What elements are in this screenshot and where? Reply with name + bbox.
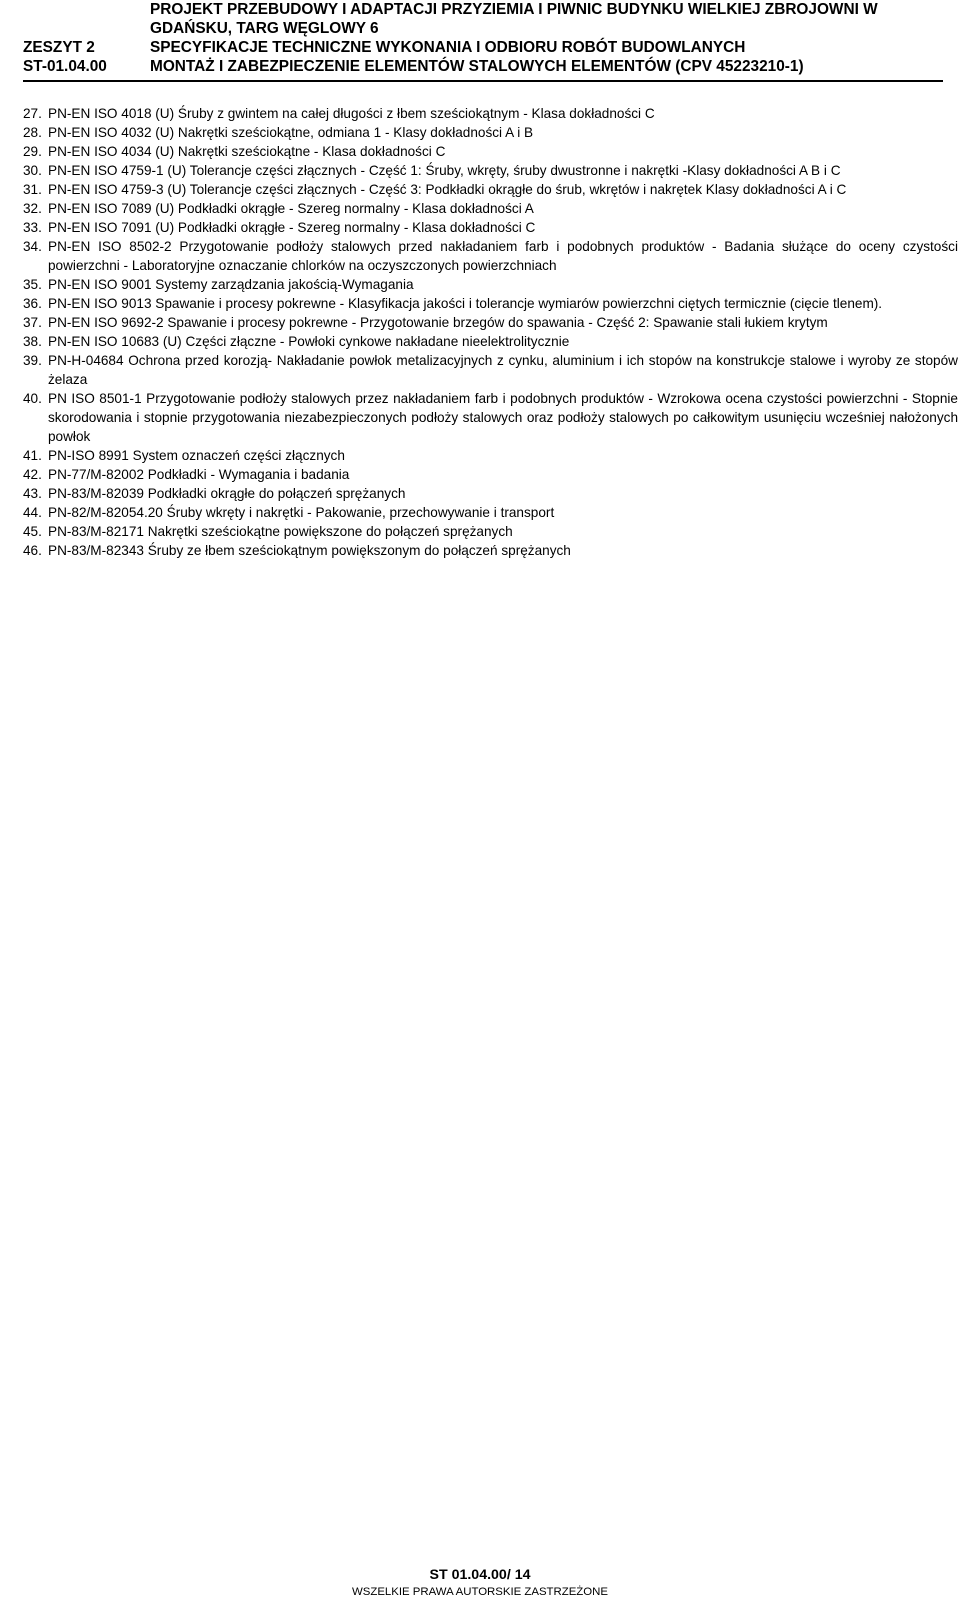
- header-left: [23, 19, 150, 38]
- item-number: 35.: [23, 277, 42, 292]
- list-item: [23, 142, 958, 161]
- list-item: [23, 313, 958, 332]
- item-text: PN-83/M-82171 Nakrętki sześciokątne powiększone do połączeń sprężanych: [48, 524, 513, 539]
- item-number: 30.: [23, 163, 42, 178]
- item-text: PN-EN ISO 9013 Spawanie i procesy pokrewne - Klasyfikacja jakości i tolerancje wymiarów powierzchni ciętych termicznie (cięcie tlenem).: [48, 296, 883, 311]
- item-number: 28.: [23, 125, 42, 140]
- item-number: 41.: [23, 448, 42, 463]
- header-spec-title: SPECYFIKACJE TECHNICZNE WYKONANIA I ODBIORU ROBÓT BUDOWLANYCH: [150, 39, 746, 56]
- header-row: [23, 19, 943, 38]
- item-text: PN-83/M-82343 Śruby ze łbem sześciokątnym powiększonym do połączeń sprężanych: [48, 543, 571, 558]
- item-number: 37.: [23, 315, 42, 330]
- item-text: PN-ISO 8991 System oznaczeń części złącznych: [48, 448, 345, 463]
- list-item: [23, 351, 958, 389]
- header-row: [23, 57, 943, 76]
- list-item: [23, 199, 958, 218]
- list-item: [23, 218, 958, 237]
- item-text: PN-EN ISO 8502-2 Przygotowanie podłoży stalowych przed nakładaniem farb i podobnych produktów - Badania służące do oceny czystości powierzchni - Laboratoryjne oznaczanie chlorków na oczyszczonych powierzchniach: [48, 239, 958, 273]
- list-item: [23, 484, 958, 503]
- item-text: PN-EN ISO 9001 Systemy zarządzania jakością-Wymagania: [48, 277, 414, 292]
- header-row: [23, 0, 943, 19]
- header-spec-code: ST-01.04.00: [23, 58, 107, 75]
- item-text: PN-EN ISO 4759-3 (U) Tolerancje części złącznych - Część 3: Podkładki okrągłe do śrub, wkrętów i nakrętek Klasy dokładności A i C: [48, 182, 847, 197]
- list-item: [23, 104, 958, 123]
- header-project-title: PROJEKT PRZEBUDOWY I ADAPTACJI PRZYZIEMIA I PIWNIC BUDYNKU WIELKIEJ ZBROJOWNI W: [150, 1, 878, 18]
- item-number: 45.: [23, 524, 42, 539]
- list-item: [23, 294, 958, 313]
- item-text: PN-EN ISO 4759-1 (U) Tolerancje części złącznych - Część 1: Śruby, wkręty, śruby dwustronne i nakrętki -Klasy dokładności A B i C: [48, 163, 841, 178]
- list-item: [23, 180, 958, 199]
- copyright-notice: WSZELKIE PRAWA AUTORSKIE ZASTRZEŻONE: [352, 1586, 608, 1598]
- header-section-title: MONTAŻ I ZABEZPIECZENIE ELEMENTÓW STALOWYCH ELEMENTÓW (CPV 45223210-1): [150, 58, 804, 75]
- header-project-location: GDAŃSKU, TARG WĘGLOWY 6: [150, 20, 379, 37]
- item-text: PN-EN ISO 9692-2 Spawanie i procesy pokrewne - Przygotowanie brzegów do spawania - Część 2: Spawanie stali łukiem krytym: [48, 315, 828, 330]
- item-text: PN-EN ISO 4034 (U) Nakrętki sześciokątne - Klasa dokładności C: [48, 144, 446, 159]
- list-item: [23, 123, 958, 142]
- list-item: [23, 332, 958, 351]
- page-footer: [0, 1566, 960, 1600]
- item-text: PN-EN ISO 7089 (U) Podkładki okrągłe - Szereg normalny - Klasa dokładności A: [48, 201, 534, 216]
- item-number: 38.: [23, 334, 42, 349]
- list-item: [23, 541, 958, 560]
- item-text: PN-82/M-82054.20 Śruby wkręty i nakrętki - Pakowanie, przechowywanie i transport: [48, 505, 555, 520]
- list-item: [23, 275, 958, 294]
- item-number: 32.: [23, 201, 42, 216]
- page-header: [23, 0, 943, 82]
- list-item: [23, 161, 958, 180]
- item-text: PN-EN ISO 10683 (U) Części złączne - Powłoki cynkowe nakładane nieelektrolitycznie: [48, 334, 570, 349]
- list-item: [23, 446, 958, 465]
- item-number: 44.: [23, 505, 42, 520]
- item-text: PN-EN ISO 4032 (U) Nakrętki sześciokątne, odmiana 1 - Klasy dokładności A i B: [48, 125, 534, 140]
- item-number: 31.: [23, 182, 42, 197]
- list-item: [23, 389, 958, 446]
- item-number: 34.: [23, 239, 42, 254]
- item-number: 29.: [23, 144, 42, 159]
- item-number: 42.: [23, 467, 42, 482]
- item-number: 39.: [23, 353, 42, 368]
- list-item: [23, 465, 958, 484]
- header-row: [23, 38, 943, 57]
- header-left: [23, 0, 150, 19]
- item-text: PN-H-04684 Ochrona przed korozją- Nakładanie powłok metalizacyjnych z cynku, aluminium i ich stopów na konstrukcje stalowe i wyroby ze stopów żelaza: [48, 353, 958, 387]
- item-text: PN-EN ISO 4018 (U) Śruby z gwintem na całej długości z łbem sześciokątnym - Klasa dokładności C: [48, 106, 655, 121]
- item-number: 36.: [23, 296, 42, 311]
- list-item: [23, 237, 958, 275]
- page-number: ST 01.04.00/ 14: [429, 1567, 531, 1583]
- list-item: [23, 522, 958, 541]
- item-number: 43.: [23, 486, 42, 501]
- header-volume: ZESZYT 2: [23, 39, 95, 56]
- item-number: 27.: [23, 106, 42, 121]
- item-text: PN-83/M-82039 Podkładki okrągłe do połączeń sprężanych: [48, 486, 406, 501]
- item-number: 33.: [23, 220, 42, 235]
- item-number: 46.: [23, 543, 42, 558]
- item-text: PN ISO 8501-1 Przygotowanie podłoży stalowych przez nakładaniem farb i podobnych produktów - Wzrokowa ocena czystości powierzchni - Stopnie skorodowania i stopnie przygotowania niezabezpieczonych podłoży stalowych oraz podłoży stalowych po całkowitym usunięciu wcześniej nałożonych powłok: [48, 391, 958, 444]
- item-text: PN-EN ISO 7091 (U) Podkładki okrągłe - Szereg normalny - Klasa dokładności C: [48, 220, 536, 235]
- list-item: [23, 503, 958, 522]
- standards-list: [23, 104, 958, 560]
- item-text: PN-77/M-82002 Podkładki - Wymagania i badania: [48, 467, 350, 482]
- item-number: 40.: [23, 391, 42, 406]
